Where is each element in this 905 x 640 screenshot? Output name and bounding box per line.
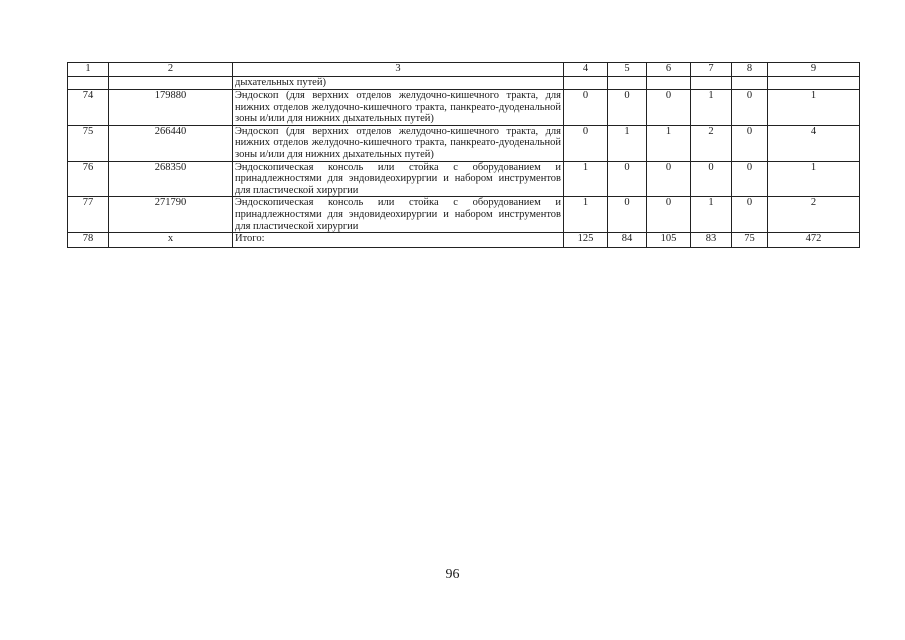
item-description: Эндоскоп (для верхних отделов желудочно-кишечного тракта, для нижних отделов желудочно-кишечного тракта, панкреато-дуоденальной зоны и/или для нижних дыхательных путей) bbox=[233, 90, 564, 126]
value-col-8: 0 bbox=[732, 197, 768, 233]
cell-empty bbox=[564, 77, 608, 90]
table-row bbox=[68, 90, 860, 126]
value-col-9: 2 bbox=[768, 197, 860, 233]
header-cell: 3 bbox=[233, 63, 564, 77]
table-row bbox=[68, 125, 860, 161]
value-col-4: 1 bbox=[564, 197, 608, 233]
value-col-8: 0 bbox=[732, 90, 768, 126]
value-col-6: 0 bbox=[647, 197, 691, 233]
table-row bbox=[68, 161, 860, 197]
value-col-8: 0 bbox=[732, 125, 768, 161]
value-col-9: 1 bbox=[768, 161, 860, 197]
item-description: Эндоскопическая консоль или стойка с оборудованием и принадлежностями для эндовидеохирургии и набором инструментов для пластической хирургии bbox=[233, 197, 564, 233]
equipment-table bbox=[67, 62, 860, 248]
item-code: 268350 bbox=[109, 161, 233, 197]
header-cell: 6 bbox=[647, 63, 691, 77]
cell-empty bbox=[647, 77, 691, 90]
total-col-4: 125 bbox=[564, 233, 608, 248]
continuation-row bbox=[68, 77, 860, 90]
header-cell: 9 bbox=[768, 63, 860, 77]
cell-empty bbox=[109, 77, 233, 90]
value-col-6: 0 bbox=[647, 90, 691, 126]
header-cell: 8 bbox=[732, 63, 768, 77]
header-cell: 1 bbox=[68, 63, 109, 77]
value-col-4: 0 bbox=[564, 90, 608, 126]
value-col-7: 1 bbox=[691, 90, 732, 126]
item-description: Эндоскопическая консоль или стойка с оборудованием и принадлежностями для эндовидеохирургии и набором инструментов для пластической хирургии bbox=[233, 161, 564, 197]
value-col-8: 0 bbox=[732, 161, 768, 197]
header-row bbox=[68, 63, 860, 77]
value-col-9: 4 bbox=[768, 125, 860, 161]
row-number: 77 bbox=[68, 197, 109, 233]
table-row bbox=[68, 197, 860, 233]
value-col-6: 0 bbox=[647, 161, 691, 197]
total-label: Итого: bbox=[233, 233, 564, 248]
value-col-5: 0 bbox=[608, 90, 647, 126]
row-number: 74 bbox=[68, 90, 109, 126]
total-col-8: 75 bbox=[732, 233, 768, 248]
value-col-6: 1 bbox=[647, 125, 691, 161]
row-number: 78 bbox=[68, 233, 109, 248]
cell-empty bbox=[691, 77, 732, 90]
item-code: 266440 bbox=[109, 125, 233, 161]
item-code: 271790 bbox=[109, 197, 233, 233]
continuation-text: дыхательных путей) bbox=[233, 77, 564, 90]
value-col-5: 0 bbox=[608, 161, 647, 197]
value-col-9: 1 bbox=[768, 90, 860, 126]
value-col-7: 1 bbox=[691, 197, 732, 233]
total-col-6: 105 bbox=[647, 233, 691, 248]
item-code: x bbox=[109, 233, 233, 248]
header-cell: 2 bbox=[109, 63, 233, 77]
cell-empty bbox=[68, 77, 109, 90]
row-number: 75 bbox=[68, 125, 109, 161]
item-description: Эндоскоп (для верхних отделов желудочно-кишечного тракта, для нижних отделов желудочно-кишечного тракта, панкреато-дуоденальной зоны и/или для нижних дыхательных путей) bbox=[233, 125, 564, 161]
total-col-5: 84 bbox=[608, 233, 647, 248]
row-number: 76 bbox=[68, 161, 109, 197]
total-row bbox=[68, 233, 860, 248]
page-number: 96 bbox=[445, 567, 460, 582]
value-col-5: 1 bbox=[608, 125, 647, 161]
cell-empty bbox=[768, 77, 860, 90]
cell-empty bbox=[732, 77, 768, 90]
total-col-7: 83 bbox=[691, 233, 732, 248]
value-col-7: 0 bbox=[691, 161, 732, 197]
total-col-9: 472 bbox=[768, 233, 860, 248]
header-cell: 5 bbox=[608, 63, 647, 77]
value-col-5: 0 bbox=[608, 197, 647, 233]
header-cell: 4 bbox=[564, 63, 608, 77]
value-col-7: 2 bbox=[691, 125, 732, 161]
value-col-4: 0 bbox=[564, 125, 608, 161]
value-col-4: 1 bbox=[564, 161, 608, 197]
cell-empty bbox=[608, 77, 647, 90]
header-cell: 7 bbox=[691, 63, 732, 77]
item-code: 179880 bbox=[109, 90, 233, 126]
